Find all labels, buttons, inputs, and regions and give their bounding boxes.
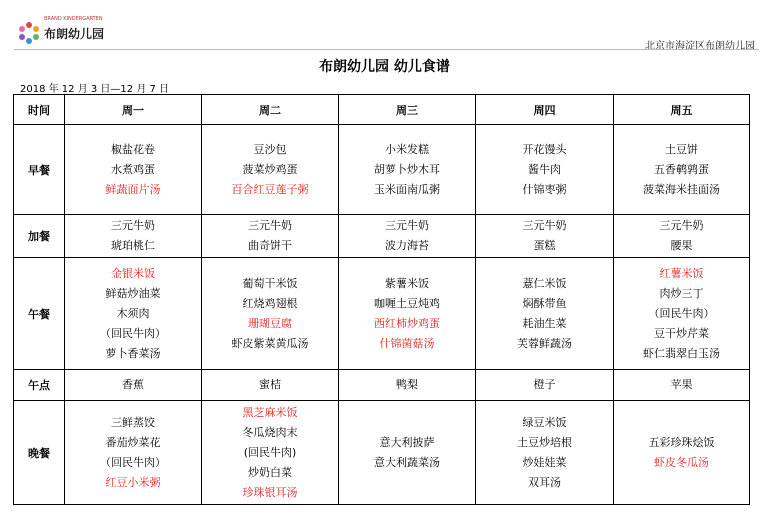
page-title: 布朗幼儿园 幼儿食谱 bbox=[319, 59, 450, 75]
meal-label: 加餐 bbox=[14, 215, 65, 258]
dish-item: （回民牛肉） bbox=[100, 455, 166, 469]
dish-item: 紫薯米饭 bbox=[385, 276, 429, 290]
date-range: 2018 年 12 月 3 日—12 月 7 日 bbox=[20, 84, 170, 95]
dish-item: 香蕉 bbox=[122, 378, 144, 391]
logo-flower-icon bbox=[18, 22, 40, 44]
dish-item: 萝卜香菜汤 bbox=[105, 346, 161, 360]
menu-cell bbox=[65, 258, 202, 370]
dish-item: 鲜蔬面片汤 bbox=[105, 182, 161, 196]
dish-item: 蜜桔 bbox=[259, 378, 281, 391]
dish-item: 三元牛奶 bbox=[385, 219, 429, 232]
dish-item: 波力海苔 bbox=[385, 239, 429, 252]
logo-text bbox=[44, 15, 105, 42]
dish-item: 黑芝麻米饭 bbox=[242, 405, 298, 419]
menu-cell bbox=[476, 215, 614, 258]
dish-item: 土豆炒培根 bbox=[517, 435, 572, 449]
table-row bbox=[14, 258, 750, 370]
menu-cell bbox=[614, 370, 750, 401]
dish-item: 珍珠银耳汤 bbox=[242, 485, 298, 499]
dish-item: 琥珀桃仁 bbox=[111, 239, 155, 252]
dish-item: 酱牛肉 bbox=[528, 162, 561, 176]
dish-item: 冬瓜烧肉末 bbox=[242, 425, 298, 439]
day-header: 周二 bbox=[202, 95, 339, 125]
table-row bbox=[14, 215, 750, 258]
dish-item: 橙子 bbox=[533, 378, 556, 391]
menu-cell bbox=[202, 215, 339, 258]
dish-item: 虾仁翡翠白玉汤 bbox=[643, 346, 720, 360]
dish-item: 焖酥带鱼 bbox=[522, 296, 567, 310]
dish-item: 苹果 bbox=[670, 378, 693, 391]
dish-item: 开花馒头 bbox=[522, 142, 567, 156]
dish-item: 三元牛奶 bbox=[522, 219, 567, 232]
dish-item: 红薯米饭 bbox=[659, 266, 704, 280]
dish-item: 番茄炒菜花 bbox=[105, 435, 161, 449]
menu-cell bbox=[65, 370, 202, 401]
meal-label: 早餐 bbox=[14, 125, 65, 215]
menu-cell bbox=[65, 125, 202, 215]
dish-item: 椒盐花卷 bbox=[111, 142, 155, 156]
table-row bbox=[14, 125, 750, 215]
menu-cell bbox=[202, 370, 339, 401]
dish-item: 金银米饭 bbox=[111, 266, 155, 280]
logo-name: 布朗幼儿园 bbox=[44, 26, 105, 41]
dish-item: 百合红豆莲子粥 bbox=[231, 182, 309, 196]
dish-item: 珊瑚豆腐 bbox=[248, 316, 292, 330]
dish-item: 鲜菇炒油菜 bbox=[105, 286, 161, 300]
dish-item: 肉炒三丁 bbox=[659, 286, 704, 300]
header-divider bbox=[14, 49, 759, 50]
menu-cell bbox=[476, 125, 614, 215]
dish-item: 什锦枣粥 bbox=[522, 182, 567, 196]
dish-item: 三鲜蒸饺 bbox=[111, 415, 155, 429]
menu-cell bbox=[65, 401, 202, 505]
menu-table bbox=[13, 94, 750, 505]
menu-cell bbox=[202, 401, 339, 505]
menu-cell bbox=[339, 401, 476, 505]
dish-item: 水煮鸡蛋 bbox=[111, 162, 155, 176]
dish-item: 胡萝卜炒木耳 bbox=[374, 162, 440, 176]
menu-cell bbox=[202, 258, 339, 370]
dish-item: 芙蓉鲜蔬汤 bbox=[517, 336, 572, 350]
menu-cell bbox=[476, 370, 614, 401]
dish-item: 虾皮冬瓜汤 bbox=[654, 455, 709, 469]
menu-cell bbox=[339, 215, 476, 258]
dish-item: 曲奇饼干 bbox=[248, 239, 292, 252]
dish-item: 西红柿炒鸡蛋 bbox=[374, 316, 440, 330]
dish-item: 玉米面南瓜粥 bbox=[374, 182, 440, 196]
day-header: 周五 bbox=[614, 95, 750, 125]
dish-item: 双耳汤 bbox=[528, 475, 561, 489]
dish-item: 三元牛奶 bbox=[248, 219, 292, 232]
menu-cell bbox=[614, 258, 750, 370]
dish-item: （回民牛肉） bbox=[100, 326, 166, 340]
day-header: 周三 bbox=[339, 95, 476, 125]
dish-item: 鸭梨 bbox=[396, 378, 418, 391]
menu-cell bbox=[202, 125, 339, 215]
menu-cell bbox=[614, 401, 750, 505]
dish-item: 木须肉 bbox=[116, 306, 150, 320]
dish-item: 咖喱土豆炖鸡 bbox=[374, 296, 440, 310]
dish-item: 什锦菌菇汤 bbox=[379, 336, 435, 350]
menu-cell bbox=[476, 258, 614, 370]
meal-label: 午餐 bbox=[14, 258, 65, 370]
dish-item: 腰果 bbox=[670, 239, 693, 252]
menu-cell bbox=[65, 215, 202, 258]
dish-item: 豆沙包 bbox=[253, 142, 287, 156]
dish-item: 菠菜海米挂面汤 bbox=[643, 182, 720, 196]
day-header: 周一 bbox=[65, 95, 202, 125]
logo-small-text: BRAND KINDERGARTEN bbox=[44, 15, 103, 22]
dish-item: 绿豆米饭 bbox=[522, 415, 567, 429]
dish-item: 薏仁米饭 bbox=[522, 276, 567, 290]
dish-item: 耗油生菜 bbox=[522, 316, 567, 330]
menu-cell bbox=[614, 215, 750, 258]
dish-item: 意大利蔬菜汤 bbox=[374, 455, 440, 469]
dish-item: (回民牛肉) bbox=[243, 445, 297, 459]
meal-label: 晚餐 bbox=[14, 401, 65, 505]
dish-item: 炒奶白菜 bbox=[248, 465, 292, 479]
dish-item: 蛋糕 bbox=[533, 239, 556, 252]
dish-item: 菠菜炒鸡蛋 bbox=[242, 162, 298, 176]
dish-item: 土豆饼 bbox=[665, 142, 698, 156]
dish-item: 意大利披萨 bbox=[379, 435, 435, 449]
dish-item: 红豆小米粥 bbox=[105, 475, 161, 489]
logo bbox=[18, 15, 105, 44]
dish-item: 炒娃娃菜 bbox=[522, 455, 567, 469]
menu-cell bbox=[339, 370, 476, 401]
dish-item: （回民牛肉） bbox=[648, 306, 715, 320]
menu-cell bbox=[476, 401, 614, 505]
day-header: 周四 bbox=[476, 95, 614, 125]
dish-item: 五香鹌鹑蛋 bbox=[654, 162, 709, 176]
table-row bbox=[14, 370, 750, 401]
dish-item: 三元牛奶 bbox=[659, 219, 704, 232]
dish-item: 豆干炒芹菜 bbox=[654, 326, 709, 340]
dish-item: 三元牛奶 bbox=[111, 219, 155, 232]
dish-item: 虾皮紫菜黄瓜汤 bbox=[231, 336, 309, 350]
dish-item: 小米发糕 bbox=[385, 142, 429, 156]
menu-cell bbox=[339, 258, 476, 370]
menu-cell bbox=[339, 125, 476, 215]
corner-header: 时间 bbox=[14, 95, 65, 125]
dish-item: 葡萄干米饭 bbox=[242, 276, 298, 290]
dish-item: 五彩珍珠烩饭 bbox=[648, 435, 715, 449]
school-address: 北京市海淀区布朗幼儿园 bbox=[645, 41, 755, 52]
menu-cell bbox=[614, 125, 750, 215]
table-row bbox=[14, 401, 750, 505]
table-header-row bbox=[14, 95, 750, 125]
meal-label: 午点 bbox=[14, 370, 65, 401]
dish-item: 红烧鸡翅根 bbox=[242, 296, 298, 310]
